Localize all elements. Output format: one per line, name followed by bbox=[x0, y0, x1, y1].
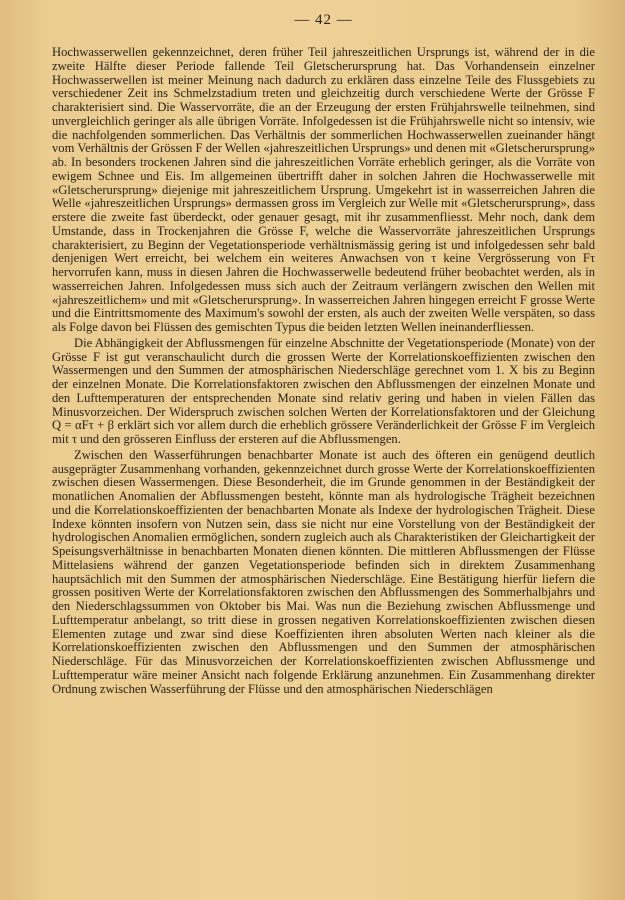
page-number: — 42 — bbox=[294, 12, 353, 28]
paragraph-3: Zwischen den Wasserführungen benachbarter Monate ist auch des öfteren ein genügend deutlich ausgeprägter Zusammenhang vorhanden, gekennzeichnet durch grosse Werte der Korrelationskoeffizienten zwischen diesen Wassermengen. Diese Besonderheit, die im Grunde genommen in der Beständigkeit der monatlichen Anomalien der Abflussmengen besteht, könnte man als hydrologische Trägheit bezeichnen und die Korrelationskoeffizienten der benachbarten Monate als Indexe der hydrologischen Trägheit. Diese Indexe könnten insofern von Nutzen sein, dass sie nicht nur eine Vorstellung von der Beständigkeit der hydrologischen Anomalien ermöglichen, sondern zugleich auch als Charakteristiken der Gleichartigkeit der Speisungsverhältnisse in benachbarten Monaten dienen könnten. Die mittleren Abflussmengen der Flüsse Mittelasiens während der ganzen Vegetationsperiode befinden sich in direktem Zusammenhang hauptsächlich mit den Summen der atmosphärischen Niederschläge. Eine Bestätigung hierfür liefern die grossen positiven Werte der Korrelationsfaktoren zwischen den Abflussmengen des Sommerhalbjahrs und den Niederschlagssummen von Oktober bis Mai. Was nun die Beziehung zwischen Abflussmenge und Lufttemperatur anbelangt, so tritt diese in grossen negativen Korrelationskoeffizienten zwischen diesen Elementen zutage und zwar sind diese Koeffizienten ihren absoluten Werten nach kleiner als die Korrelationskoeffizienten zwischen den Abflussmengen und den Summen der atmosphärischen Niederschläge. Für das Minusvorzeichen der Korrelationskoeffizienten zwischen Abflussmenge und Lufttemperatur wäre meiner Ansicht nach folgende Erklärung anzunehmen. Ein Zusammenhang direkter Ordnung zwischen Wasserführung der Flüsse und den atmosphärischen Niederschlägen bbox=[52, 447, 595, 696]
paragraph-1: Hochwasserwellen gekennzeichnet, deren früher Teil jahreszeitlichen Ursprungs ist, während der in die zweite Hälfte dieser Periode fallende Teil Gletscherursprung hat. Das Vorhandensein einzelner Hochwasserwellen ist meiner Meinung nach dadurch zu erklären dass einzelne Teile des Flussgebiets zu verschiedener Zeit ins Schmelzstadium treten und gleichzeitig durch verschiedene Werte der Grösse F charakterisiert sind. Die Wasservorräte, die an der Erzeugung der ersten Frühjahrswelle teilnehmen, sind unvergleichlich geringer als alle übrigen Vorräte. Infolgedessen ist die Frühjahrswelle nicht so intensiv, wie die nachfolgenden sommerlichen. Das Verhältnis der sommerlichen Hochwasserwellen zueinander hängt vom Verhältnis der Grössen F der Wellen «jahreszeitlichen Ursprungs» und denen mit «Gletscherursprung» ab. In besonders trockenen Jahren sind die jahreszeitlichen Vorräte erheblich geringer, als die Vorräte von ewigem Schnee und Eis. Im allgemeinen übertrifft daher in solchen Jahren die Hochwasserwelle mit «Gletscherursprung» diejenige mit jahreszeitlichem Ursprung. Umgekehrt ist in wasserreichen Jahren die Welle «jahreszeitlichen Ursprungs» dermassen gross im Vergleich zur Welle mit «Gletscherursprung», dass erstere die zweite fast überdeckt, oder genauer gesagt, mit ihr zusammenfliesst. Mehr noch, dank dem Umstande, dass in Trockenjahren die Grösse F, welche die Wasservorräte jahreszeitlichen Ursprungs charakterisiert, zu Beginn der Vegetationsperiode verhältnismässig gering ist und infolgedessen sehr bald denjenigen Wert erreicht, bei welchem ein weiteres Anwachsen von τ keine Vergrösserung von Fτ hervorrufen kann, muss in diesen Jahren die Hochwasserwelle bedeutend früher beobachtet werden, als in wasserreichen Jahren. Infolgedessen muss sich auch der Zeitraum verlängern zwischen den Wellen mit «jahreszeitlichem» und mit «Gletscherursprung». In wasserreichen Jahren hingegen erreicht F grosse Werte und die Eintrittsmomente des Maximum's sowohl der ersten, als auch der zweiten Welle verspäten, so dass als Folge davon bei Flüssen des gemischten Typus die beiden letzten Wellen ineinanderfliessen. bbox=[52, 45, 595, 334]
paragraph-2: Die Abhängigkeit der Abflussmengen für einzelne Abschnitte der Vegetationsperiode (Monate) von der Grösse F ist gut veranschaulicht durch die grossen Werte der Korrelationskoeffizienten zwischen den Wassermengen und den Summen der atmosphärischen Niederschläge gerechnet vom 1. X bis zu Beginn der einzelnen Monate. Die Korrelationsfaktoren zwischen den Abflussmengen der einzelnen Monate und den Lufttemperaturen der entsprechenden Monate sind relativ gering und haben in vielen Fällen das Minusvorzeichen. Der Widerspruch zwischen solchen Werten der Korrelationsfaktoren und der Gleichung Q = αFτ + β erklärt sich vor allem durch die erheblich grössere Veränderlichkeit der Grösse F im Vergleich mit τ und den grösseren Einfluss der ersteren auf die Abflussmengen. bbox=[52, 335, 595, 446]
